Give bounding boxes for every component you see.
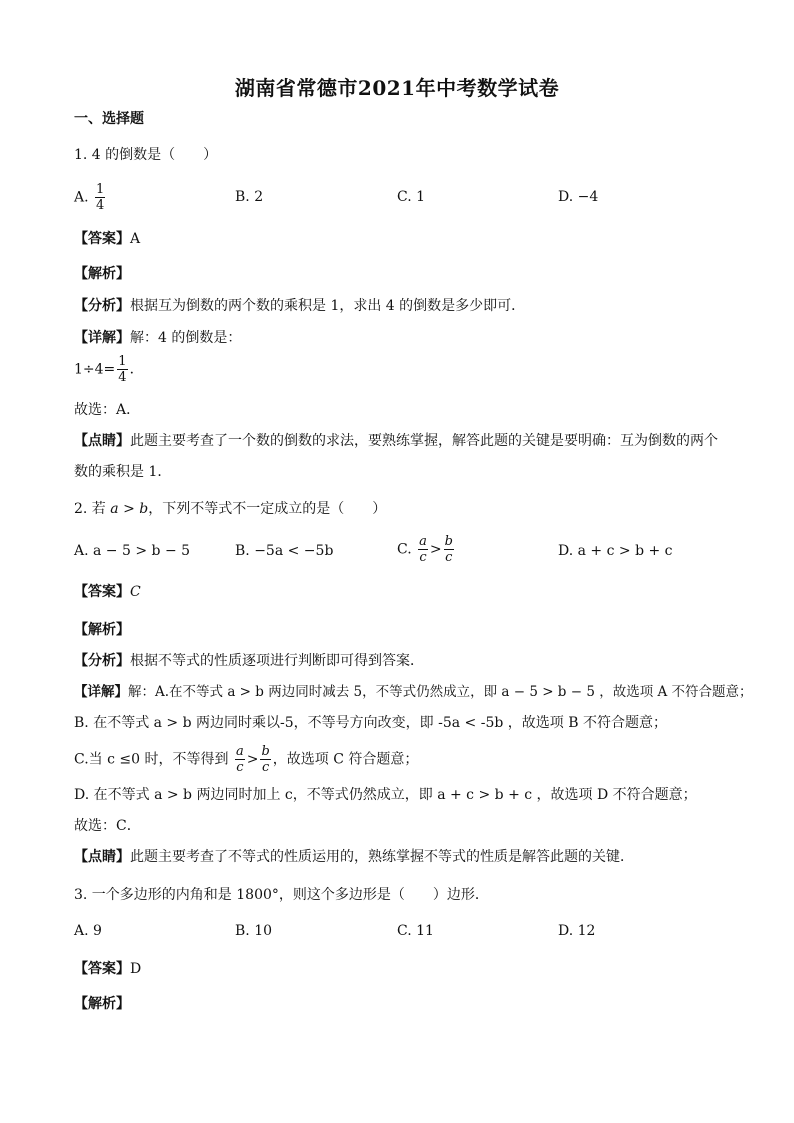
q2-line-c-frac1	[235, 744, 245, 775]
q2-stem-condition: a > b	[110, 501, 149, 517]
q2-stem	[74, 500, 386, 518]
fenxi-tag: 【分析】	[74, 298, 130, 314]
q1-option-b: B. 2	[235, 189, 264, 205]
q2-fenxi	[74, 652, 424, 670]
q2-stem-post: ，下列不等式不一定成立的是（ ）	[148, 501, 387, 517]
fraction-denominator: c	[419, 550, 427, 565]
fraction-numerator: a	[235, 744, 244, 759]
q3-option-c: C. 11	[397, 923, 434, 939]
dianjing-text: 此题主要考查了不等式的性质运用的，熟练掌握不等式的性质是解答此题的关键．	[130, 849, 634, 865]
fraction-denominator: c	[261, 760, 270, 775]
q1-stem: 1. 4 的倒数是（ ）	[74, 147, 218, 163]
q2-option-c-frac1	[418, 534, 428, 565]
q2-line-c-pre: C.当 c ≤0 时，不等得到	[74, 751, 229, 768]
answer-tag: 【答案】	[74, 231, 130, 247]
q2-xiangjie	[74, 683, 753, 701]
q2-dianjing	[74, 848, 634, 866]
q2-option-c	[397, 534, 456, 565]
answer-value: C	[130, 584, 141, 600]
fenxi-text: 根据不等式的性质逐项进行判断即可得到答案．	[130, 653, 424, 669]
fraction-denominator: c	[445, 550, 453, 565]
fraction-denominator: 4	[96, 198, 105, 213]
calc-end: ．	[129, 361, 144, 378]
fraction-numerator: 1	[96, 182, 105, 197]
q2-choose: 故选：C．	[74, 818, 141, 834]
q2-line-c-gt: >	[246, 751, 259, 768]
answer-tag: 【答案】	[74, 961, 130, 977]
q2-line-c	[74, 744, 418, 775]
xiangjie-text: 解：A.在不等式 a > b 两边同时减去 5，不等式仍然成立，即 a − 5 > b − 5 ，故选项 A 不符合题意；	[128, 684, 753, 700]
q1-dianjing	[74, 432, 718, 450]
dianjing-text: 此题主要考查了一个数的倒数的求法，要熟练掌握，解答此题的关键是要明确：互为倒数的两个	[130, 433, 718, 449]
q2-analysis-tag: 【解析】	[74, 622, 130, 638]
q1-analysis-tag: 【解析】	[74, 266, 130, 282]
q2-answer	[74, 583, 141, 601]
q2-line-b: B. 在不等式 a > b 两边同时乘以-5，不等号方向改变，即 -5a < -5b ，故选项 B 不符合题意；	[74, 715, 667, 731]
q1-option-a	[74, 182, 107, 213]
q1-option-d: D. −4	[558, 189, 599, 205]
q3-option-b: B. 10	[235, 923, 273, 939]
q1-calculation	[74, 354, 144, 385]
answer-tag: 【答案】	[74, 584, 130, 600]
dianjing-tag: 【点睛】	[74, 849, 130, 865]
q3-analysis-tag: 【解析】	[74, 996, 130, 1012]
q1-answer	[74, 230, 140, 248]
q2-option-c-label: C.	[397, 541, 412, 558]
q1-option-a-fraction	[95, 182, 105, 213]
fraction-numerator: 1	[118, 354, 127, 369]
q1-dianjing-cont: 数的乘积是 1．	[74, 464, 172, 480]
q1-option-c: C. 1	[397, 189, 426, 205]
fraction-numerator: a	[419, 534, 427, 549]
q2-line-d: D. 在不等式 a > b 两边同时加上 c，不等式仍然成立，即 a + c > b + c ，故选项 D 不符合题意；	[74, 787, 697, 803]
q3-option-a: A. 9	[74, 923, 102, 939]
xiangjie-text: 解：4 的倒数是：	[130, 330, 242, 346]
fraction-denominator: c	[236, 760, 244, 775]
section-heading: 一、选择题	[74, 111, 144, 127]
calc-left: 1÷4=	[74, 361, 116, 378]
q2-option-d: D. a + c > b + c	[558, 543, 673, 559]
xiangjie-tag: 【详解】	[74, 684, 128, 700]
fraction-denominator: 4	[118, 370, 127, 385]
dianjing-tag: 【点睛】	[74, 433, 130, 449]
q2-option-c-frac2	[444, 534, 454, 565]
fenxi-text: 根据互为倒数的两个数的乘积是 1，求出 4 的倒数是多少即可．	[130, 298, 526, 314]
q1-option-a-label: A.	[74, 189, 89, 206]
q1-xiangjie	[74, 329, 241, 347]
fraction-numerator: b	[261, 744, 270, 759]
q2-option-b: B. −5a < −5b	[235, 543, 334, 559]
q3-stem: 3. 一个多边形的内角和是 1800°，则这个多边形是（ ）边形．	[74, 887, 489, 903]
calc-fraction	[117, 354, 127, 385]
fraction-numerator: b	[444, 534, 453, 549]
xiangjie-tag: 【详解】	[74, 330, 130, 346]
q2-option-a: A. a − 5 > b − 5	[74, 543, 191, 559]
fenxi-tag: 【分析】	[74, 653, 130, 669]
q1-choose: 故选：A．	[74, 402, 141, 418]
q2-stem-pre: 2. 若	[74, 501, 106, 517]
q2-line-c-frac2	[260, 744, 270, 775]
q1-fenxi	[74, 297, 525, 315]
q2-line-c-post: ，故选项 C 符合题意；	[272, 751, 419, 768]
page-title: 湖南省常德市2021年中考数学试卷	[234, 76, 560, 100]
q3-option-d: D. 12	[558, 923, 596, 939]
answer-value: D	[130, 961, 142, 977]
q3-answer	[74, 960, 141, 978]
answer-value: A	[130, 231, 141, 247]
q2-option-c-gt: >	[429, 541, 442, 558]
